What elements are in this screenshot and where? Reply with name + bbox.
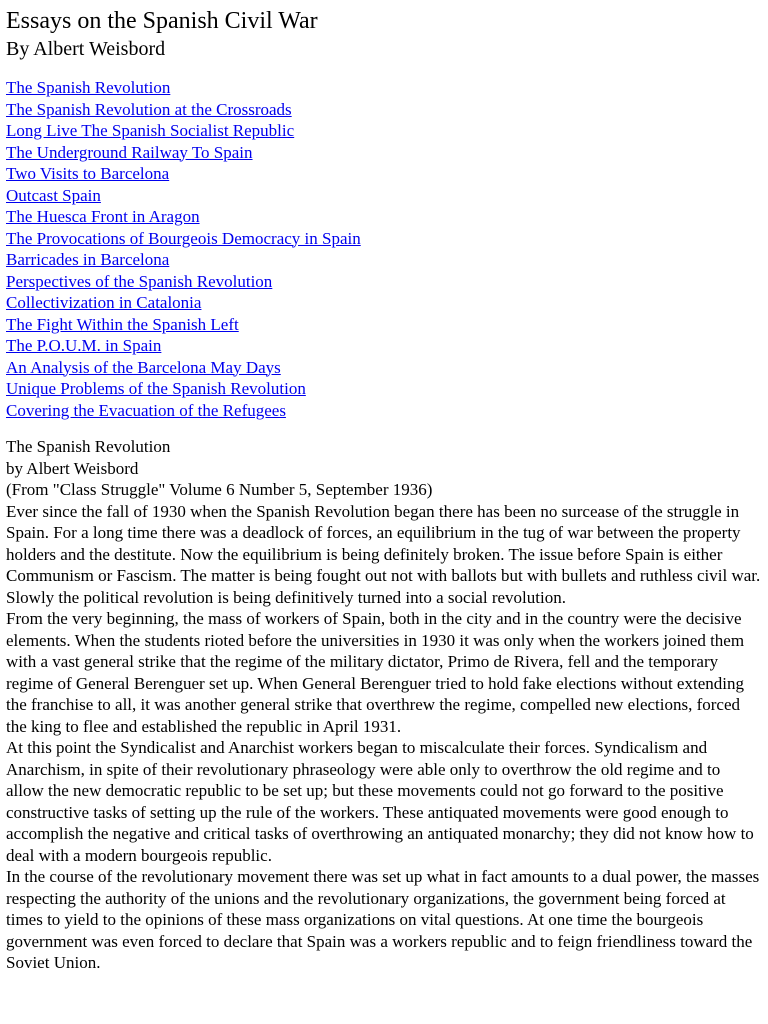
toc-link[interactable]: The Underground Railway To Spain	[6, 142, 253, 162]
essay-paragraph: In the course of the revolutionary movement there was set up what in fact amounts to a dual power, the masses respecting the authority of the unions and the revolutionary organizations, the government being forced at times to yield to the opinions of these mass organizations on vital questions. At one time the bourgeois government was even forced to declare that Spain was a workers republic and to feign friendliness toward the Soviet Union.	[6, 867, 760, 972]
toc-link[interactable]: The Provocations of Bourgeois Democracy in Spain	[6, 228, 361, 248]
toc-link[interactable]: The P.O.U.M. in Spain	[6, 336, 162, 355]
toc-item	[6, 314, 762, 336]
toc-item	[6, 99, 762, 121]
toc-item	[6, 292, 762, 314]
toc-item	[6, 271, 762, 293]
toc-item	[6, 206, 762, 228]
essay-paragraph: At this point the Syndicalist and Anarchist workers began to miscalculate their forces. Syndicalism and Anarchism, in spite of their revolutionary phraseology were able only to overthrow the old regime and to allow the new democratic republic to be set up; but these movements could not go forward to the positive constructive tasks of setting up the rule of the workers. These antiquated movements were good enough to accomplish the negative and critical tasks of overthrowing an antiquated monarchy; they did not know how to deal with a modern bourgeois republic.	[6, 738, 754, 865]
essay-byline: by Albert Weisbord	[6, 458, 139, 478]
document-author: By Albert Weisbord	[6, 38, 166, 60]
toc-item	[6, 185, 762, 207]
document-title: Essays on the Spanish Civil War	[6, 8, 318, 34]
toc-item	[6, 378, 762, 400]
toc-item	[6, 335, 762, 357]
toc-item	[6, 142, 762, 164]
toc-link[interactable]: Long Live The Spanish Socialist Republic	[6, 121, 295, 140]
toc-item	[6, 400, 762, 422]
table-of-contents	[6, 77, 762, 421]
toc-link[interactable]: Collectivization in Catalonia	[6, 293, 202, 312]
toc-item	[6, 357, 762, 379]
toc-link[interactable]: The Huesca Front in Aragon	[6, 207, 200, 226]
toc-item	[6, 77, 762, 99]
toc-item	[6, 163, 762, 185]
toc-link[interactable]: The Spanish Revolution	[6, 78, 171, 97]
toc-item	[6, 249, 762, 271]
essay-paragraph: Ever since the fall of 1930 when the Spanish Revolution began there has been no surcease of the struggle in Spain. For a long time there was a deadlock of forces, an equilibrium in the tug of war between the property holders and the destitute. Now the equilibrium is being definitely broken. The issue before Spain is either Communism or Fascism. The matter is being fought out not with ballots but with bullets and ruthless civil war. Slowly the political revolution is being definitively turned into a social revolution.	[6, 501, 761, 607]
essay-source: (From "Class Struggle" Volume 6 Number 5, September 1936)	[6, 480, 433, 499]
essay-section	[6, 436, 762, 974]
toc-link[interactable]: The Fight Within the Spanish Left	[6, 314, 239, 334]
toc-link[interactable]: The Spanish Revolution at the Crossroads	[6, 99, 292, 119]
toc-link[interactable]: Unique Problems of the Spanish Revolution	[6, 379, 306, 398]
toc-item	[6, 120, 762, 142]
essay-paragraph: From the very beginning, the mass of workers of Spain, both in the city and in the country were the decisive elements. When the students rioted before the universities in 1930 it was only when the workers joined them with a vast general strike that the regime of the military dictator, Primo de Rivera, fell and the temporary regime of General Berenguer set up. When General Berenguer tried to hold fake elections without extending the franchise to all, it was another general strike that overthrew the regime, compelled new elections, forced the king to flee and established the republic in April 1931.	[6, 609, 745, 736]
essay-title: The Spanish Revolution	[6, 437, 171, 456]
toc-link[interactable]: Two Visits to Barcelona	[6, 164, 170, 183]
toc-link[interactable]: Covering the Evacuation of the Refugees	[6, 400, 286, 420]
toc-link[interactable]: Barricades in Barcelona	[6, 250, 170, 269]
toc-item	[6, 228, 762, 250]
toc-link[interactable]: Perspectives of the Spanish Revolution	[6, 271, 273, 291]
essay-body	[6, 501, 762, 974]
toc-link[interactable]: Outcast Spain	[6, 185, 101, 205]
toc-link[interactable]: An Analysis of the Barcelona May Days	[6, 357, 281, 377]
